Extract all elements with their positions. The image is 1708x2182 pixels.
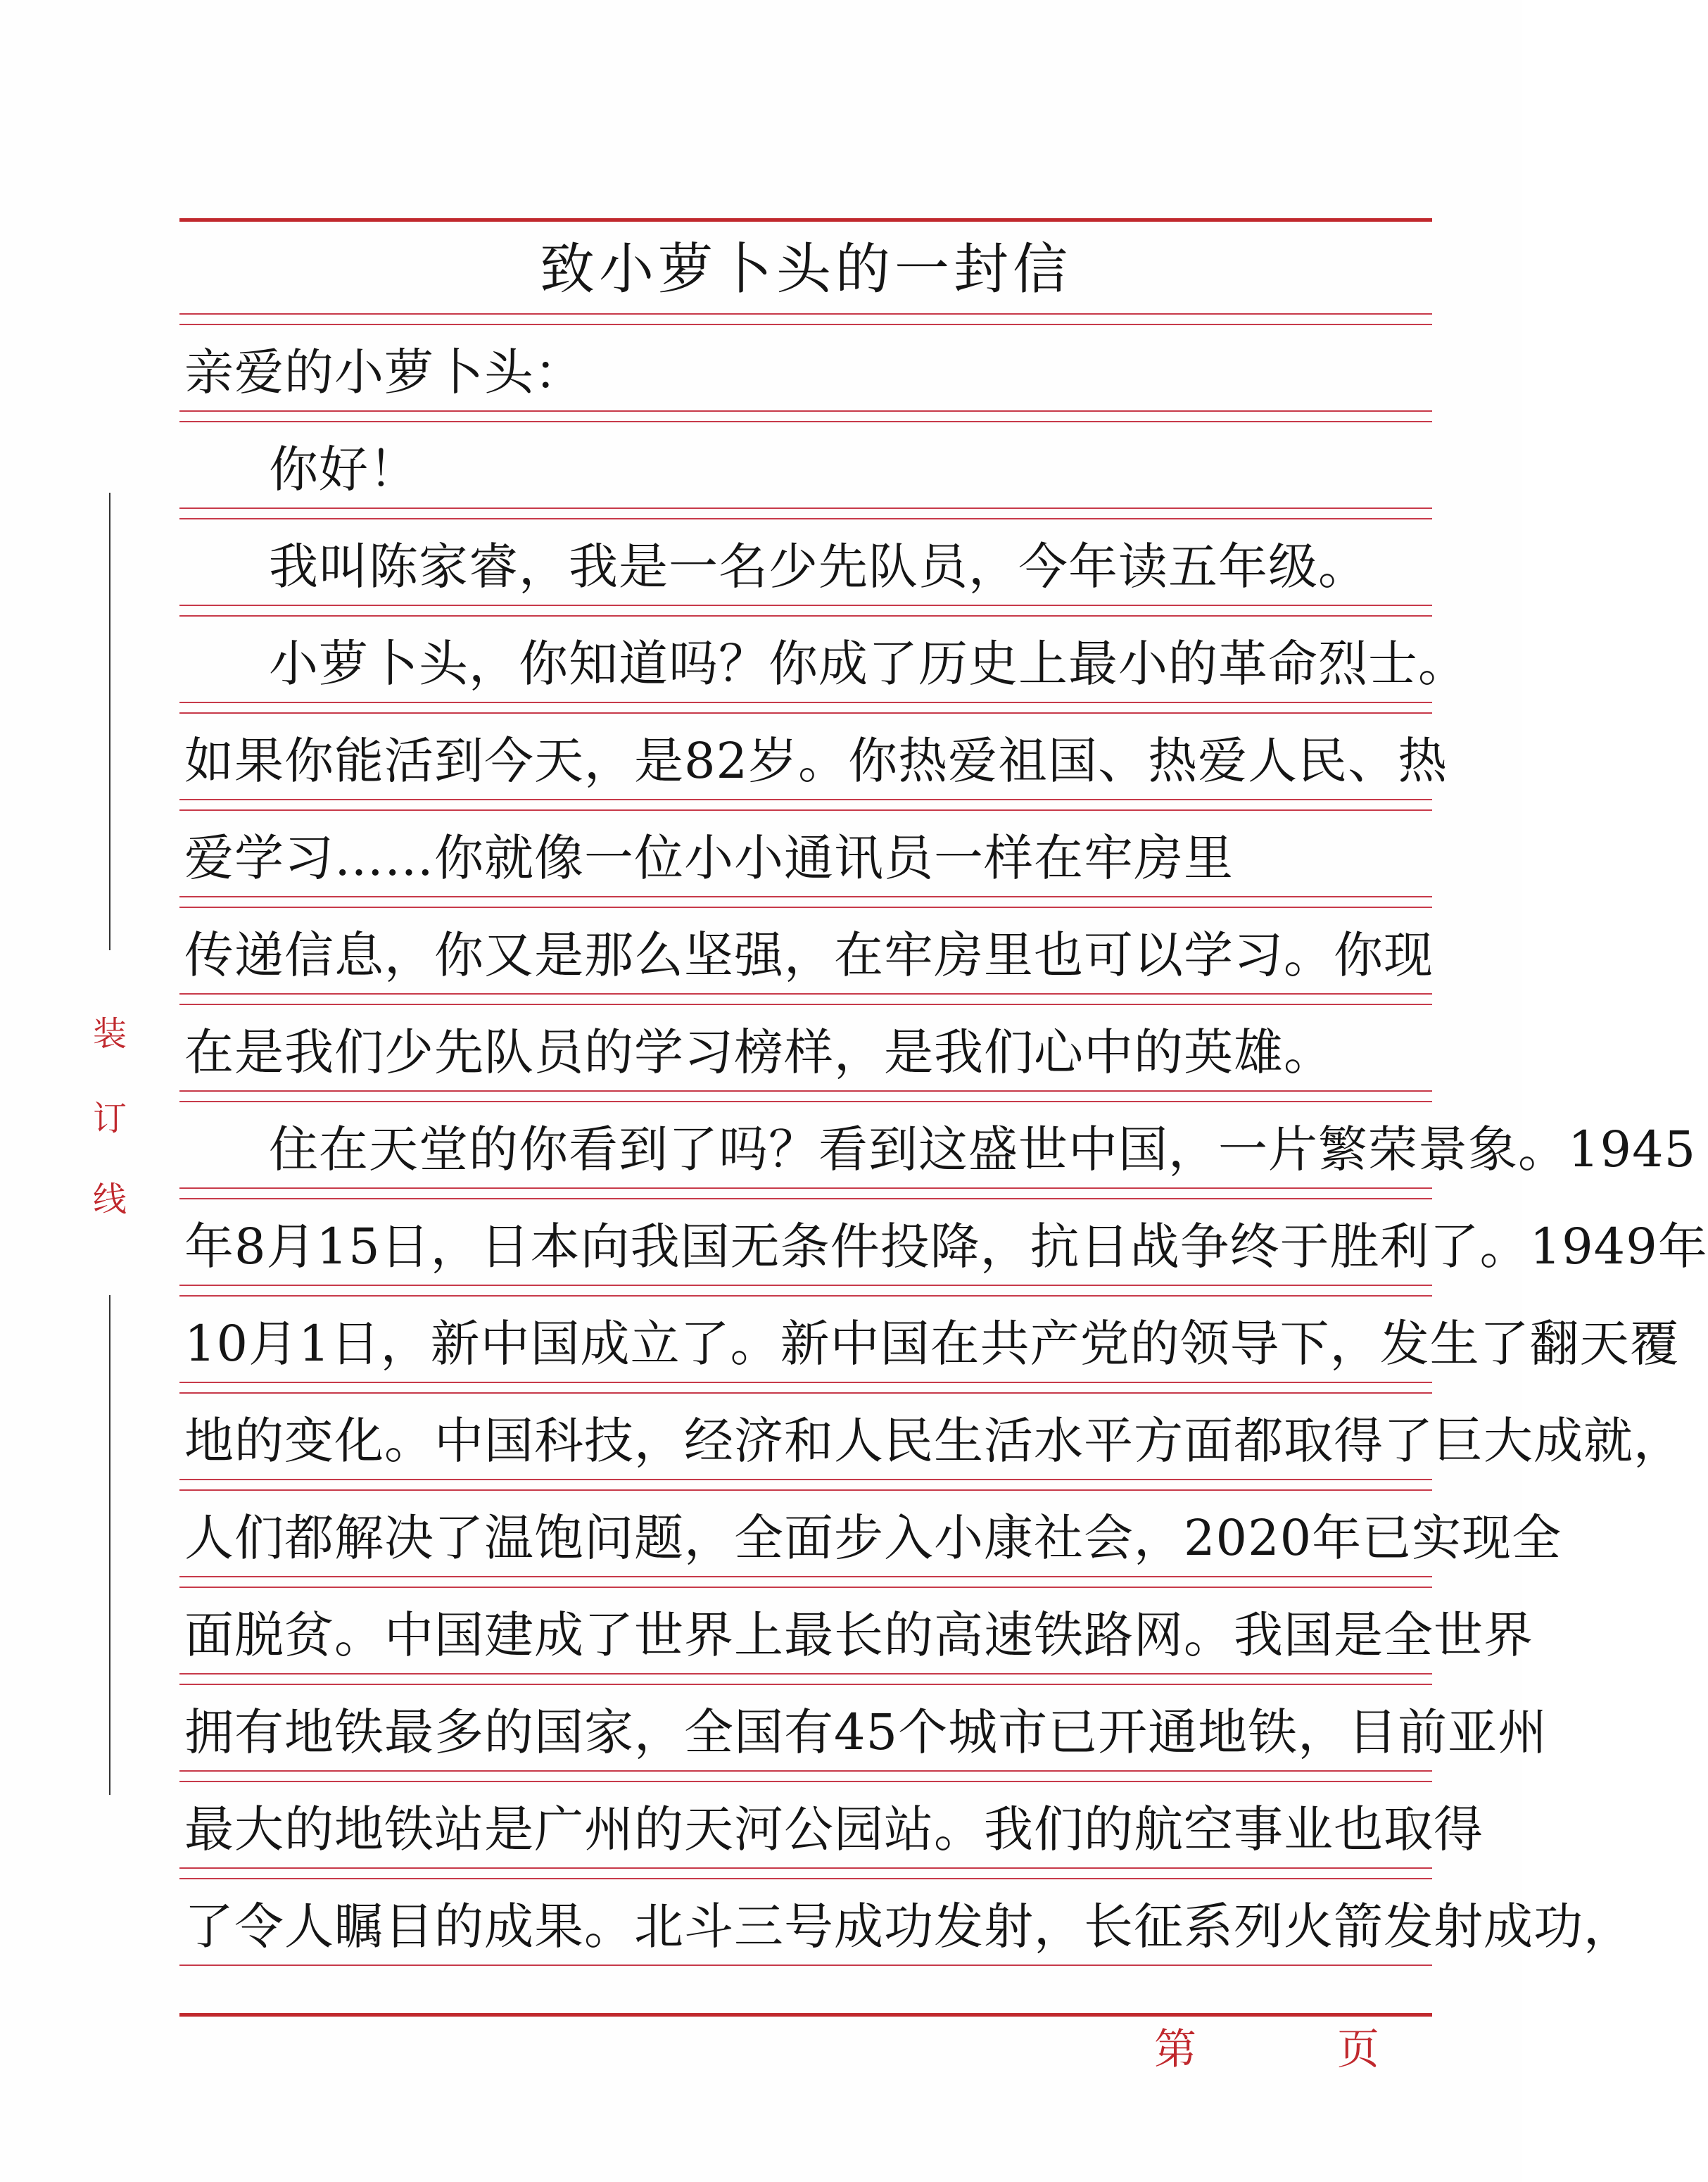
ruled-line [179, 1479, 1432, 1480]
letter-line: 地的变化。中国科技，经济和人民生活水平方面都取得了巨大成就， [184, 1412, 1683, 1470]
ruled-line [179, 712, 1432, 714]
ruled-line [179, 1770, 1432, 1772]
letter-line: 10月1日，新中国成立了。新中国在共产党的领导下，发生了翻天覆 [184, 1315, 1680, 1373]
binding-line-top [109, 493, 110, 950]
letter-line: 传递信息，你又是那么坚强，在牢房里也可以学习。你现 [184, 926, 1434, 984]
letter-line: 爱学习……你就像一位小小通讯员一样在牢房里 [184, 829, 1234, 887]
ruled-line [179, 1489, 1432, 1491]
ruled-line [179, 1090, 1432, 1092]
ruled-line [179, 1684, 1432, 1685]
ruled-line [179, 518, 1432, 519]
ruled-line [179, 605, 1432, 606]
letter-line: 面脱贫。中国建成了世界上最长的高速铁路网。我国是全世界 [184, 1606, 1533, 1664]
ruled-line [179, 809, 1432, 811]
binding-label-char: 订 [92, 1099, 127, 1138]
letter-line: 你好！ [269, 441, 419, 498]
ruled-line [179, 1187, 1432, 1189]
ruled-line [179, 1587, 1432, 1588]
ruled-line [179, 421, 1432, 422]
ruled-line [179, 410, 1432, 412]
binding-label-char: 装 [92, 1014, 127, 1054]
ruled-line [179, 324, 1432, 325]
top-border-rule [179, 218, 1432, 222]
ruled-line [179, 1382, 1432, 1383]
ruled-line [179, 993, 1432, 995]
binding-label-char: 线 [92, 1180, 127, 1219]
ruled-line [179, 1867, 1432, 1869]
letter-line: 最大的地铁站是广州的天河公园站。我们的航空事业也取得 [184, 1801, 1484, 1858]
ruled-line [179, 1101, 1432, 1102]
ruled-line [179, 615, 1432, 617]
bottom-border-rule [179, 2013, 1432, 2017]
ruled-line [179, 507, 1432, 509]
ruled-line [179, 1965, 1432, 1966]
binding-line-bottom [109, 1295, 110, 1795]
letter-line: 拥有地铁最多的国家，全国有45个城市已开通地铁，目前亚州 [184, 1703, 1548, 1761]
letter-line: 住在天堂的你看到了吗？看到这盛世中国，一片繁荣景象。1945 [269, 1121, 1697, 1178]
page-number-prefix: 第 [1154, 2025, 1196, 2074]
ruled-line [179, 702, 1432, 703]
ruled-line [179, 1198, 1432, 1199]
ruled-line [179, 313, 1432, 315]
salutation-line: 亲爱的小萝卜头： [184, 343, 584, 401]
letter-line: 了令人瞩目的成果。北斗三号成功发射，长征系列火箭发射成功， [184, 1898, 1633, 1955]
letter-line: 年8月15日，日本向我国无条件投降，抗日战争终于胜利了。1949年 [184, 1218, 1708, 1275]
letter-line: 我叫陈家睿，我是一名少先队员，今年读五年级。 [269, 538, 1368, 595]
ruled-line [179, 1673, 1432, 1675]
letter-title: 致小萝卜头的一封信 [539, 238, 1072, 301]
ruled-line [179, 1576, 1432, 1577]
letter-line: 小萝卜头，你知道吗？你成了历史上最小的革命烈士。 [269, 635, 1468, 693]
letter-line: 如果你能活到今天，是82岁。你热爱祖国、热爱人民、热 [184, 732, 1448, 790]
ruled-line [179, 1781, 1432, 1782]
ruled-line [179, 896, 1432, 897]
ruled-line [179, 799, 1432, 800]
page-number-suffix: 页 [1337, 2025, 1379, 2074]
ruled-line [179, 1878, 1432, 1879]
ruled-line [179, 1295, 1432, 1297]
ruled-line [179, 1392, 1432, 1394]
ruled-line [179, 907, 1432, 908]
ruled-line [179, 1285, 1432, 1286]
letter-line: 在是我们少先队员的学习榜样，是我们心中的英雄。 [184, 1023, 1334, 1081]
letter-line: 人们都解决了温饱问题，全面步入小康社会，2020年已实现全 [184, 1509, 1562, 1567]
ruled-line [179, 1004, 1432, 1005]
